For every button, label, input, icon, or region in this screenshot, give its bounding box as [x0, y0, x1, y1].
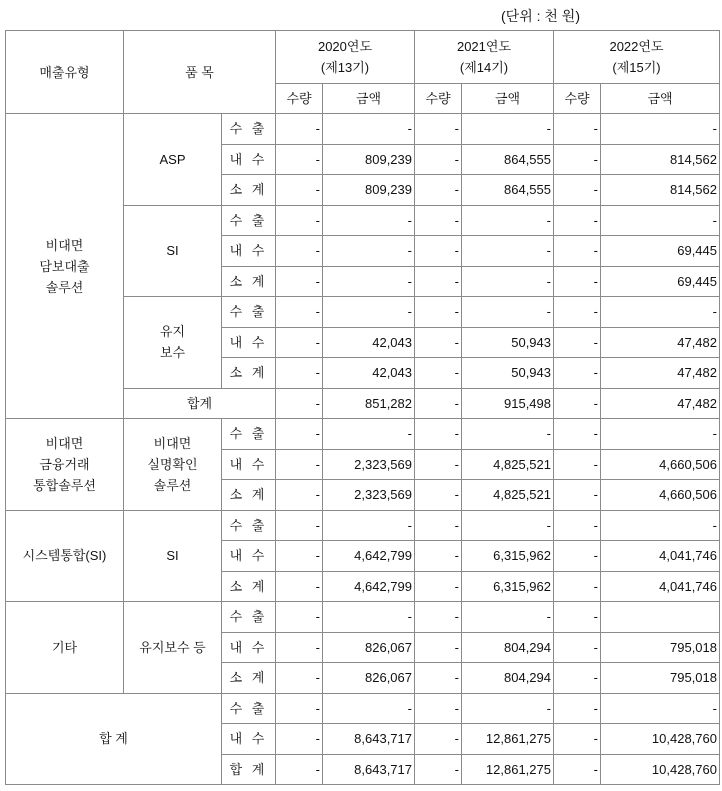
- amount-cell: -: [323, 510, 415, 541]
- amount-cell: 795,018: [601, 632, 720, 663]
- amount-cell: 864,555: [462, 175, 554, 206]
- amount-cell: 4,825,521: [462, 480, 554, 511]
- amount-cell: -: [601, 419, 720, 450]
- quantity-cell: -: [554, 266, 601, 297]
- amount-cell: -: [601, 510, 720, 541]
- amount-cell: 4,825,521: [462, 449, 554, 480]
- amount-cell: 10,428,760: [601, 754, 720, 785]
- item-cell: 유지 보수: [124, 297, 222, 389]
- table-row: [6, 114, 720, 145]
- quantity-cell: -: [415, 693, 462, 724]
- quantity-cell: -: [415, 602, 462, 633]
- quantity-cell: -: [554, 175, 601, 206]
- quantity-cell: -: [276, 358, 323, 389]
- header-year-2022: 2022연도 (제15기): [554, 31, 720, 84]
- quantity-cell: -: [276, 632, 323, 663]
- sub-kind-cell: 수 출: [222, 419, 276, 450]
- header-qty: 수량: [415, 84, 462, 114]
- amount-cell: 2,323,569: [323, 449, 415, 480]
- header-amount: 금액: [323, 84, 415, 114]
- quantity-cell: -: [415, 632, 462, 663]
- quantity-cell: -: [554, 144, 601, 175]
- amount-cell: 6,315,962: [462, 541, 554, 572]
- quantity-cell: -: [554, 602, 601, 633]
- quantity-cell: -: [415, 144, 462, 175]
- sub-kind-cell: 내 수: [222, 449, 276, 480]
- quantity-cell: -: [415, 541, 462, 572]
- sub-kind-cell: 내 수: [222, 541, 276, 572]
- item-cell: 유지보수 등: [124, 602, 222, 694]
- quantity-cell: -: [554, 205, 601, 236]
- quantity-cell: -: [276, 693, 323, 724]
- amount-cell: 8,643,717: [323, 754, 415, 785]
- quantity-cell: -: [276, 236, 323, 267]
- amount-cell: 12,861,275: [462, 724, 554, 755]
- amount-cell: -: [601, 693, 720, 724]
- sales-table: [5, 30, 720, 785]
- amount-cell: 826,067: [323, 663, 415, 694]
- quantity-cell: -: [415, 236, 462, 267]
- sales-type-cell: 비대면 담보대출 솔루션: [6, 114, 124, 419]
- amount-cell: 50,943: [462, 327, 554, 358]
- header-qty: 수량: [276, 84, 323, 114]
- quantity-cell: -: [554, 510, 601, 541]
- quantity-cell: -: [554, 358, 601, 389]
- sub-kind-cell: 소 계: [222, 266, 276, 297]
- quantity-cell: -: [554, 419, 601, 450]
- quantity-cell: -: [554, 754, 601, 785]
- header-sales-type: 매출유형: [6, 31, 124, 114]
- amount-cell: -: [601, 297, 720, 328]
- amount-cell: 69,445: [601, 236, 720, 267]
- amount-cell: 864,555: [462, 144, 554, 175]
- quantity-cell: -: [276, 266, 323, 297]
- quantity-cell: -: [276, 449, 323, 480]
- amount-cell: -: [323, 297, 415, 328]
- header-year-2020: 2020연도 (제13기): [276, 31, 415, 84]
- sub-kind-cell: 내 수: [222, 144, 276, 175]
- amount-cell: 12,861,275: [462, 754, 554, 785]
- amount-cell: 4,642,799: [323, 541, 415, 572]
- quantity-cell: -: [415, 449, 462, 480]
- quantity-cell: -: [415, 266, 462, 297]
- amount-cell: 814,562: [601, 144, 720, 175]
- quantity-cell: -: [415, 571, 462, 602]
- quantity-cell: -: [554, 663, 601, 694]
- quantity-cell: -: [276, 480, 323, 511]
- amount-cell: 915,498: [462, 388, 554, 419]
- sub-kind-cell: 합 계: [222, 754, 276, 785]
- item-cell: SI: [124, 205, 222, 297]
- amount-cell: 814,562: [601, 175, 720, 206]
- header-qty: 수량: [554, 84, 601, 114]
- quantity-cell: -: [415, 510, 462, 541]
- amount-cell: 47,482: [601, 388, 720, 419]
- quantity-cell: -: [554, 327, 601, 358]
- sub-kind-cell: 수 출: [222, 114, 276, 145]
- item-cell: ASP: [124, 114, 222, 206]
- quantity-cell: -: [415, 205, 462, 236]
- amount-cell: 69,445: [601, 266, 720, 297]
- quantity-cell: -: [276, 602, 323, 633]
- sub-kind-cell: 소 계: [222, 175, 276, 206]
- amount-cell: -: [323, 205, 415, 236]
- sub-kind-cell: 내 수: [222, 327, 276, 358]
- quantity-cell: -: [554, 449, 601, 480]
- quantity-cell: -: [276, 419, 323, 450]
- amount-cell: -: [462, 114, 554, 145]
- quantity-cell: -: [415, 754, 462, 785]
- quantity-cell: -: [276, 327, 323, 358]
- table-row: [6, 510, 720, 541]
- amount-cell: -: [462, 236, 554, 267]
- quantity-cell: -: [276, 571, 323, 602]
- amount-cell: -: [462, 205, 554, 236]
- amount-cell: -: [323, 693, 415, 724]
- sub-kind-cell: 소 계: [222, 480, 276, 511]
- amount-cell: 10,428,760: [601, 724, 720, 755]
- quantity-cell: -: [554, 114, 601, 145]
- amount-cell: 851,282: [323, 388, 415, 419]
- amount-cell: 4,660,506: [601, 449, 720, 480]
- amount-cell: 804,294: [462, 632, 554, 663]
- amount-cell: -: [462, 510, 554, 541]
- amount-cell: -: [462, 419, 554, 450]
- amount-cell: 4,660,506: [601, 480, 720, 511]
- quantity-cell: -: [415, 419, 462, 450]
- amount-cell: 809,239: [323, 144, 415, 175]
- amount-cell: 50,943: [462, 358, 554, 389]
- amount-cell: -: [323, 236, 415, 267]
- subtotal-label: 합계: [124, 388, 276, 419]
- quantity-cell: -: [554, 693, 601, 724]
- header-amount: 금액: [462, 84, 554, 114]
- unit-label: (단위 : 천 원): [501, 8, 580, 24]
- quantity-cell: -: [415, 480, 462, 511]
- amount-cell: [601, 602, 720, 633]
- table-row: [6, 419, 720, 450]
- amount-cell: -: [462, 693, 554, 724]
- quantity-cell: -: [415, 297, 462, 328]
- header-item: 품 목: [124, 31, 276, 114]
- amount-cell: 8,643,717: [323, 724, 415, 755]
- sales-type-cell: 시스템통합(SI): [6, 510, 124, 602]
- amount-cell: -: [601, 205, 720, 236]
- quantity-cell: -: [276, 205, 323, 236]
- amount-cell: -: [462, 297, 554, 328]
- quantity-cell: -: [554, 724, 601, 755]
- amount-cell: -: [323, 266, 415, 297]
- quantity-cell: -: [276, 144, 323, 175]
- quantity-cell: -: [415, 358, 462, 389]
- sub-kind-cell: 소 계: [222, 571, 276, 602]
- quantity-cell: -: [554, 632, 601, 663]
- quantity-cell: -: [276, 663, 323, 694]
- amount-cell: -: [323, 114, 415, 145]
- amount-cell: 804,294: [462, 663, 554, 694]
- item-cell: SI: [124, 510, 222, 602]
- amount-cell: 4,041,746: [601, 571, 720, 602]
- quantity-cell: -: [276, 510, 323, 541]
- amount-cell: -: [462, 602, 554, 633]
- sub-kind-cell: 수 출: [222, 297, 276, 328]
- quantity-cell: -: [554, 236, 601, 267]
- quantity-cell: -: [554, 388, 601, 419]
- amount-cell: -: [462, 266, 554, 297]
- sub-kind-cell: 내 수: [222, 632, 276, 663]
- quantity-cell: -: [554, 297, 601, 328]
- amount-cell: 809,239: [323, 175, 415, 206]
- amount-cell: -: [323, 419, 415, 450]
- quantity-cell: -: [415, 327, 462, 358]
- table-row: [6, 602, 720, 633]
- quantity-cell: -: [415, 114, 462, 145]
- quantity-cell: -: [276, 297, 323, 328]
- sales-type-cell: 비대면 금융거래 통합솔루션: [6, 419, 124, 511]
- table-body: [6, 114, 720, 785]
- quantity-cell: -: [276, 175, 323, 206]
- amount-cell: 47,482: [601, 327, 720, 358]
- quantity-cell: -: [415, 663, 462, 694]
- quantity-cell: -: [276, 724, 323, 755]
- amount-cell: 4,041,746: [601, 541, 720, 572]
- amount-cell: 2,323,569: [323, 480, 415, 511]
- header-amount: 금액: [601, 84, 720, 114]
- amount-cell: 42,043: [323, 358, 415, 389]
- amount-cell: 6,315,962: [462, 571, 554, 602]
- amount-cell: 795,018: [601, 663, 720, 694]
- amount-cell: 826,067: [323, 632, 415, 663]
- quantity-cell: -: [276, 114, 323, 145]
- amount-cell: 47,482: [601, 358, 720, 389]
- quantity-cell: -: [554, 480, 601, 511]
- sub-kind-cell: 내 수: [222, 724, 276, 755]
- quantity-cell: -: [276, 754, 323, 785]
- amount-cell: 4,642,799: [323, 571, 415, 602]
- sub-kind-cell: 수 출: [222, 510, 276, 541]
- amount-cell: -: [601, 114, 720, 145]
- quantity-cell: -: [554, 541, 601, 572]
- sub-kind-cell: 수 출: [222, 602, 276, 633]
- sub-kind-cell: 수 출: [222, 693, 276, 724]
- quantity-cell: -: [276, 388, 323, 419]
- amount-cell: 42,043: [323, 327, 415, 358]
- header-year-2021: 2021연도 (제14기): [415, 31, 554, 84]
- quantity-cell: -: [276, 541, 323, 572]
- sales-type-cell: 기타: [6, 602, 124, 694]
- quantity-cell: -: [415, 388, 462, 419]
- quantity-cell: -: [415, 175, 462, 206]
- sub-kind-cell: 소 계: [222, 663, 276, 694]
- sub-kind-cell: 내 수: [222, 236, 276, 267]
- item-cell: 비대면 실명확인 솔루션: [124, 419, 222, 511]
- grand-total-label: 합 계: [6, 693, 222, 785]
- quantity-cell: -: [554, 571, 601, 602]
- amount-cell: -: [323, 602, 415, 633]
- sub-kind-cell: 수 출: [222, 205, 276, 236]
- quantity-cell: -: [415, 724, 462, 755]
- table-row: [6, 693, 720, 724]
- sub-kind-cell: 소 계: [222, 358, 276, 389]
